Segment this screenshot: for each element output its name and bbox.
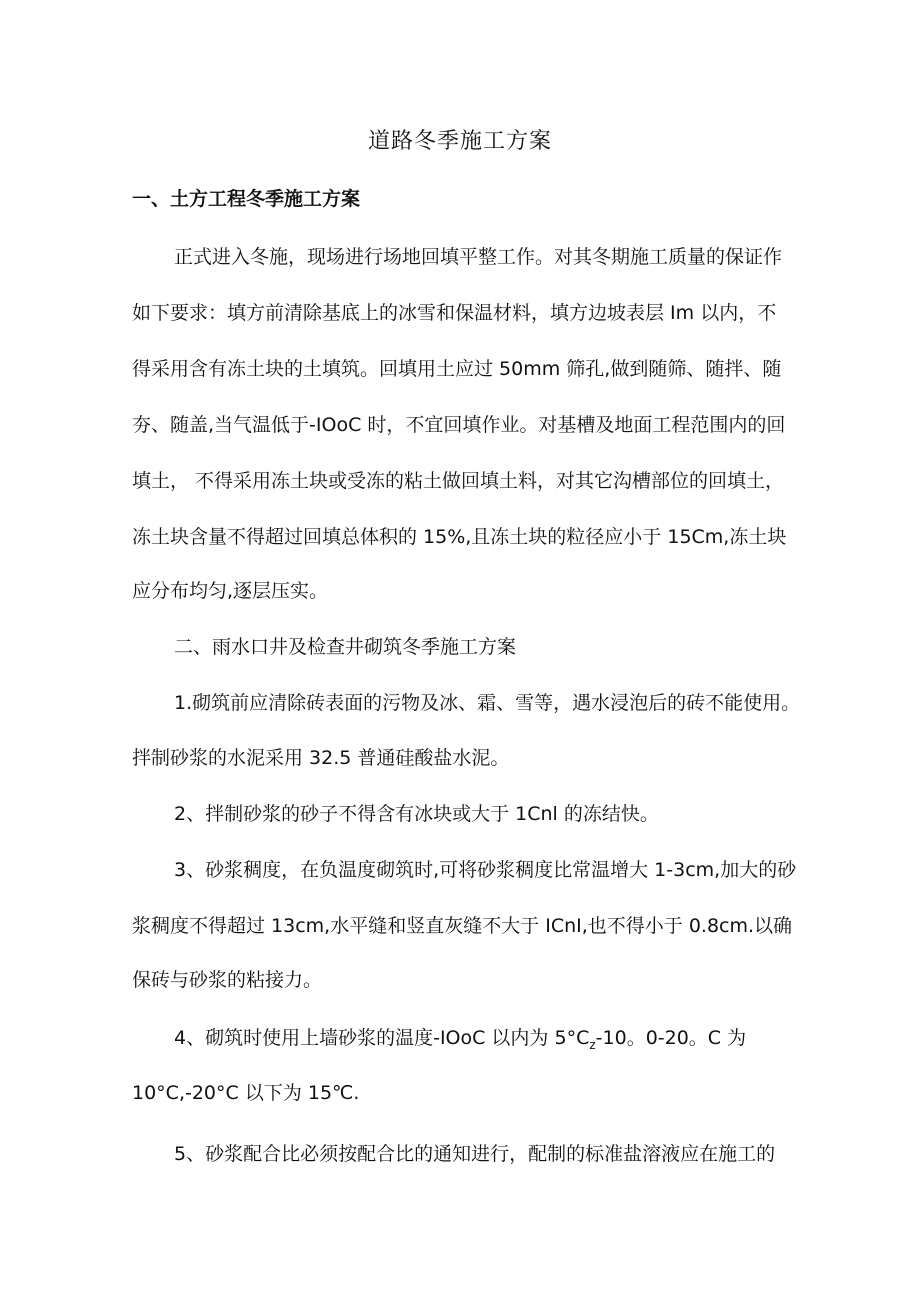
item4-text-a: 4、砌筑时使用上墙砂浆的温度-IOoC 以内为 5°C [174, 1027, 590, 1049]
item1-line: 1.砌筑前应清除砖表面的污物及冰、霜、雪等，遇水浸泡后的砖不能使用。 [174, 692, 801, 714]
item4-text-b: -10。0-20。C 为 [595, 1027, 747, 1049]
section2-heading: 二、雨水口井及检查井砌筑冬季施工方案 [174, 636, 517, 658]
item5-line: 5、砂浆配合比必须按配合比的通知进行，配制的标准盐溶液应在施工的 [174, 1143, 776, 1165]
item3-line: 3、砂浆稠度，在负温度砌筑时,可将砂浆稠度比常温增大 1-3cm,加大的砂 [174, 859, 797, 881]
section1-line: 夯、随盖,当气温低于-IOoC 时，不宜回填作业。对基槽及地面工程范围内的回 [132, 414, 786, 436]
item4-subscript: z [589, 1037, 596, 1052]
item4-line: 10°C,-20°C 以下为 15℃. [132, 1082, 360, 1104]
item4-line [174, 1023, 746, 1052]
item2-line: 2、拌制砂浆的砂子不得含有冰块或大于 1Cnl 的冻结快。 [174, 803, 659, 825]
item3-line: 保砖与砂浆的粘接力。 [132, 969, 323, 991]
section1-heading: 一、土方工程冬季施工方案 [132, 188, 361, 210]
item1-line: 拌制砂浆的水泥采用 32.5 普通硅酸盐水泥。 [132, 747, 510, 769]
document-title: 道路冬季施工方案 [367, 129, 552, 154]
section1-line: 填土， 不得采用冻土块或受冻的粘土做回填土料，对其它沟槽部位的回填土， [132, 470, 785, 492]
item3-line: 浆稠度不得超过 13cm,水平缝和竖直灰缝不大于 ICnI,也不得小于 0.8cm.以确 [132, 915, 793, 937]
section1-line: 得采用含有冻土块的土填筑。回填用土应过 50mm 筛孔,做到随筛、随拌、随 [132, 358, 782, 380]
section1-line: 正式进入冬施，现场进行场地回填平整工作。对其冬期施工质量的保证作 [174, 246, 783, 268]
section1-line: 如下要求：填方前清除基底上的冰雪和保温材料，填方边坡表层 Im 以内，不 [132, 302, 777, 324]
section1-line: 应分布均匀,逐层压实。 [132, 580, 329, 602]
section1-line: 冻土块含量不得超过回填总体积的 15%,且冻土块的粒径应小于 15Cm,冻土块 [132, 526, 787, 548]
